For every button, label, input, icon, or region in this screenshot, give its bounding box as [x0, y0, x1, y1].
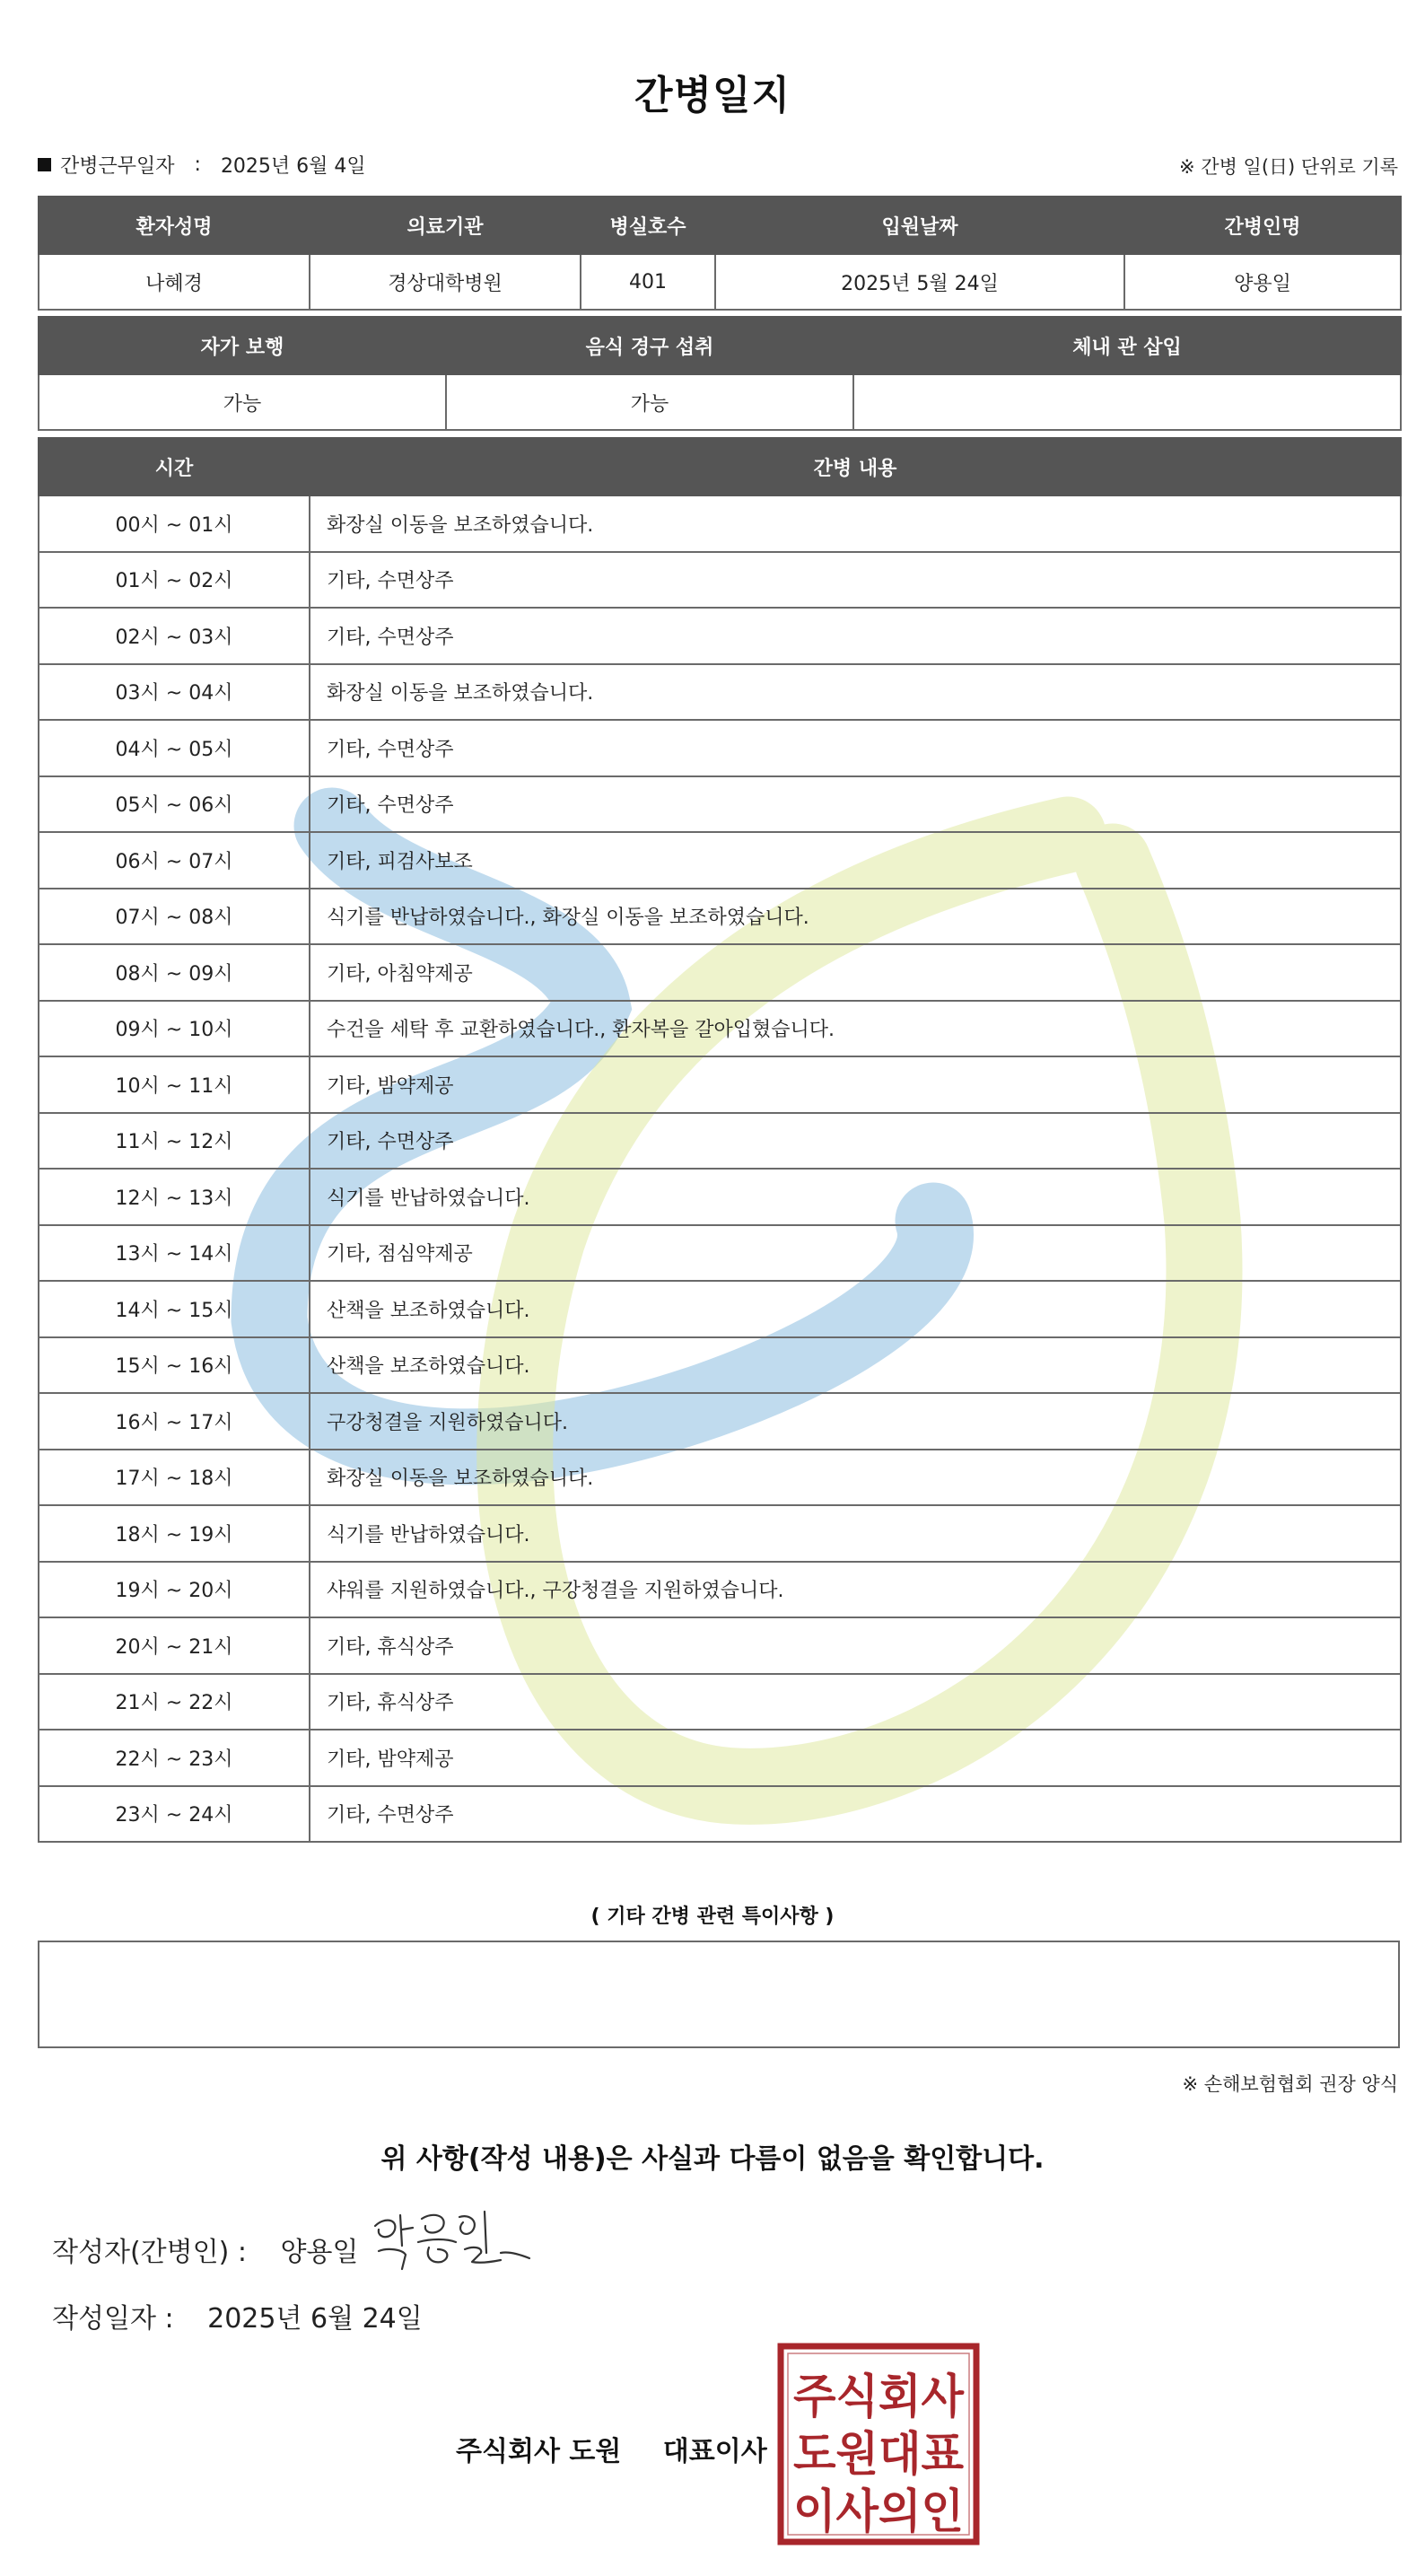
representative-title: 대표이사 [662, 2436, 767, 2467]
log-time: 23시 ~ 24시 [39, 1786, 310, 1843]
log-time: 08시 ~ 09시 [39, 944, 310, 1001]
svg-text:주식회사: 주식회사 [793, 2370, 965, 2424]
care-log-row [39, 1001, 1401, 1057]
log-time: 18시 ~ 19시 [39, 1505, 310, 1562]
header-tube-insertion: 체내 관 삽입 [853, 317, 1401, 374]
log-time: 06시 ~ 07시 [39, 832, 310, 889]
care-log-row [39, 1281, 1401, 1337]
confirmation-statement: 위 사항(작성 내용)은 사실과 다름이 없음을 확인합니다. [380, 2143, 1045, 2175]
care-log-row [39, 1617, 1401, 1674]
log-content: 기타, 피검사보조 [310, 832, 1401, 889]
log-content: 산책을 보조하였습니다. [310, 1337, 1401, 1394]
author-name: 양용일 [280, 2237, 359, 2268]
care-log-row [39, 944, 1401, 1001]
written-date-label: 작성일자 : [52, 2303, 174, 2335]
self-walking-value: 가능 [39, 374, 446, 430]
care-log-row [39, 776, 1401, 833]
care-log-row [39, 720, 1401, 776]
work-date-separator: : [194, 153, 201, 176]
header-self-walking: 자가 보행 [39, 317, 446, 374]
log-time: 16시 ~ 17시 [39, 1393, 310, 1450]
header-patient-name: 환자성명 [39, 197, 310, 254]
svg-text:도원대표: 도원대표 [793, 2428, 964, 2482]
care-log-row [39, 1730, 1401, 1786]
care-log-row [39, 1562, 1401, 1618]
tube-insertion-value [853, 374, 1401, 430]
company-line [456, 2429, 767, 2468]
log-content: 기타, 수면상주 [310, 1113, 1401, 1170]
log-time: 05시 ~ 06시 [39, 776, 310, 833]
care-log-row [39, 1337, 1401, 1394]
care-log-table [38, 437, 1402, 1843]
written-date-value: 2025년 6월 24일 [207, 2303, 423, 2335]
bullet-square-icon [38, 158, 51, 171]
care-log-row [39, 552, 1401, 609]
header-admission-date: 입원날짜 [715, 197, 1124, 254]
room-number: 401 [581, 254, 715, 310]
log-time: 09시 ~ 10시 [39, 1001, 310, 1057]
form-note: ※ 손해보험협회 권장 양식 [1182, 2073, 1398, 2095]
svg-text:이사의인: 이사의인 [793, 2485, 964, 2539]
care-log-row [39, 1786, 1401, 1843]
log-time: 22시 ~ 23시 [39, 1730, 310, 1786]
log-time: 20시 ~ 21시 [39, 1617, 310, 1674]
log-time: 10시 ~ 11시 [39, 1056, 310, 1113]
handwritten-signature [366, 2199, 537, 2280]
log-time: 19시 ~ 20시 [39, 1562, 310, 1618]
work-date-value: 2025년 6월 4일 [220, 155, 366, 178]
header-time: 시간 [39, 438, 310, 495]
care-log-row [39, 664, 1401, 721]
care-log-row [39, 1056, 1401, 1113]
header-hospital: 의료기관 [310, 197, 581, 254]
log-time: 11시 ~ 12시 [39, 1113, 310, 1170]
log-time: 15시 ~ 16시 [39, 1337, 310, 1394]
log-time: 17시 ~ 18시 [39, 1450, 310, 1506]
care-log-row [39, 1505, 1401, 1562]
daily-record-note: ※ 간병 일(日) 단위로 기록 [1179, 156, 1398, 178]
author-line [52, 2230, 358, 2269]
log-content: 기타, 수면상주 [310, 720, 1401, 776]
log-content: 기타, 휴식상주 [310, 1617, 1401, 1674]
work-date [38, 151, 366, 179]
log-content: 기타, 밤약제공 [310, 1056, 1401, 1113]
ability-table [38, 316, 1402, 431]
company-seal [777, 2343, 980, 2545]
care-log-row [39, 495, 1401, 552]
patient-info-table [38, 196, 1402, 311]
log-time: 13시 ~ 14시 [39, 1225, 310, 1282]
remarks-title: ( 기타 간병 관련 특이사항 ) [590, 1906, 835, 1928]
ability-value-row [39, 374, 1401, 430]
patient-name: 나혜경 [39, 254, 310, 310]
oral-intake-value: 가능 [446, 374, 853, 430]
log-content: 구강청결을 지원하였습니다. [310, 1393, 1401, 1450]
care-log-row [39, 1225, 1401, 1282]
ability-header-row [39, 317, 1401, 374]
patient-info-value-row [39, 254, 1401, 310]
log-time: 01시 ~ 02시 [39, 552, 310, 609]
log-content: 식기를 반납하였습니다. [310, 1169, 1401, 1225]
log-content: 샤워를 지원하였습니다., 구강청결을 지원하였습니다. [310, 1562, 1401, 1618]
caregiver-name: 양용일 [1124, 254, 1401, 310]
log-time: 04시 ~ 05시 [39, 720, 310, 776]
log-content: 식기를 반납하였습니다. [310, 1505, 1401, 1562]
log-content: 화장실 이동을 보조하였습니다. [310, 664, 1401, 721]
log-content: 기타, 아침약제공 [310, 944, 1401, 1001]
header-room-number: 병실호수 [581, 197, 715, 254]
log-content: 산책을 보조하였습니다. [310, 1281, 1401, 1337]
log-content: 화장실 이동을 보조하였습니다. [310, 1450, 1401, 1506]
log-content: 식기를 반납하였습니다., 화장실 이동을 보조하였습니다. [310, 889, 1401, 945]
care-log-row [39, 1113, 1401, 1170]
care-log-row [39, 608, 1401, 664]
hospital-name: 경상대학병원 [310, 254, 581, 310]
care-log-header-row [39, 438, 1401, 495]
log-content: 수건을 세탁 후 교환하였습니다., 환자복을 갈아입혔습니다. [310, 1001, 1401, 1057]
care-log-row [39, 832, 1401, 889]
log-time: 14시 ~ 15시 [39, 1281, 310, 1337]
remarks-box [38, 1941, 1400, 2048]
log-time: 12시 ~ 13시 [39, 1169, 310, 1225]
work-date-label: 간병근무일자 [60, 155, 175, 178]
care-log-row [39, 1169, 1401, 1225]
patient-info-header-row [39, 197, 1401, 254]
written-date-line [52, 2296, 423, 2335]
author-label: 작성자(간병인) : [52, 2237, 247, 2268]
admission-date: 2025년 5월 24일 [715, 254, 1124, 310]
log-time: 03시 ~ 04시 [39, 664, 310, 721]
log-time: 00시 ~ 01시 [39, 495, 310, 552]
log-content: 기타, 휴식상주 [310, 1674, 1401, 1730]
log-time: 02시 ~ 03시 [39, 608, 310, 664]
care-log-row [39, 889, 1401, 945]
log-time: 21시 ~ 22시 [39, 1674, 310, 1730]
care-log-body [39, 495, 1401, 1842]
log-content: 기타, 수면상주 [310, 1786, 1401, 1843]
log-content: 기타, 수면상주 [310, 776, 1401, 833]
header-care-content: 간병 내용 [310, 438, 1401, 495]
care-log-row [39, 1674, 1401, 1730]
header-oral-intake: 음식 경구 섭취 [446, 317, 853, 374]
header-caregiver-name: 간병인명 [1124, 197, 1401, 254]
company-name: 주식회사 도원 [456, 2436, 622, 2467]
log-content: 화장실 이동을 보조하였습니다. [310, 495, 1401, 552]
care-log-row [39, 1393, 1401, 1450]
care-log-row [39, 1450, 1401, 1506]
log-content: 기타, 수면상주 [310, 608, 1401, 664]
log-content: 기타, 점심약제공 [310, 1225, 1401, 1282]
log-content: 기타, 밤약제공 [310, 1730, 1401, 1786]
log-content: 기타, 수면상주 [310, 552, 1401, 609]
log-time: 07시 ~ 08시 [39, 889, 310, 945]
document-title: 간병일지 [634, 73, 791, 118]
